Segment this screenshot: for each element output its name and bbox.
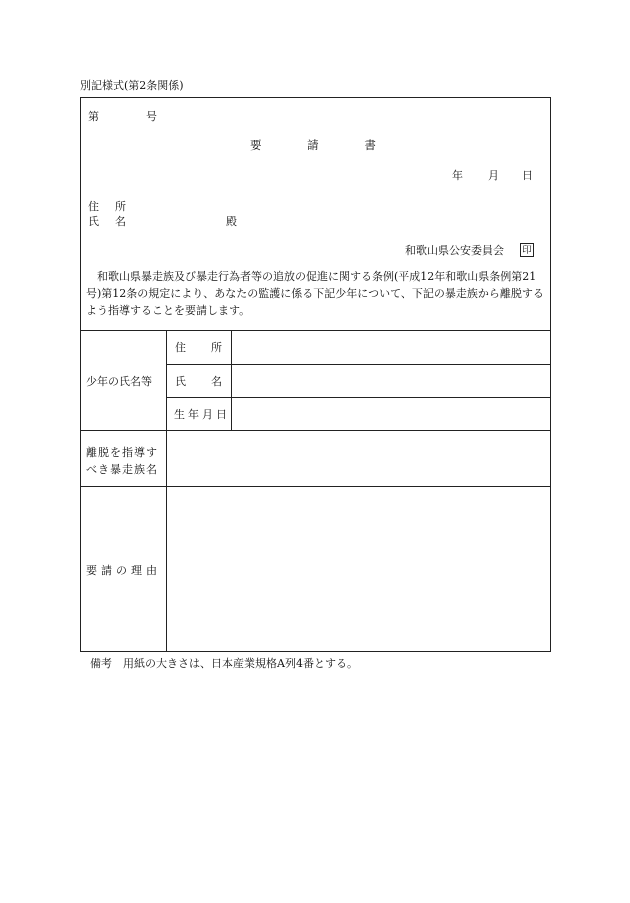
number-prefix: 第 bbox=[88, 110, 99, 123]
recipient-address-label: 住 所 bbox=[88, 200, 126, 213]
form-label: 別記様式(第2条関係) bbox=[80, 79, 184, 92]
divider-line bbox=[80, 430, 551, 431]
title-char-2: 請 bbox=[307, 138, 319, 152]
divider-line bbox=[80, 330, 551, 331]
remark-note: 備考 用紙の大きさは、日本産業規格A列4番とする。 bbox=[90, 657, 358, 670]
document-title bbox=[250, 140, 376, 152]
date-month-label: 月 bbox=[488, 169, 499, 182]
divider-line bbox=[166, 330, 167, 652]
youth-birthdate-value[interactable] bbox=[240, 404, 545, 424]
title-char-1: 要 bbox=[250, 138, 262, 152]
divider-line bbox=[166, 397, 551, 398]
honorific: 殿 bbox=[226, 215, 237, 228]
divider-line bbox=[231, 330, 232, 430]
title-char-3: 書 bbox=[364, 138, 376, 152]
number-suffix: 号 bbox=[146, 110, 157, 123]
request-reason-value[interactable] bbox=[172, 492, 546, 646]
issuer-name: 和歌山県公安委員会 bbox=[405, 244, 504, 257]
youth-name-label: 氏 名 bbox=[175, 375, 222, 388]
youth-address-value[interactable] bbox=[240, 340, 545, 360]
divider-line bbox=[231, 364, 551, 365]
request-body-text: 和歌山県暴走族及び暴走行為者等の追放の促進に関する条例(平成12年和歌山県条例第21号)第12条の規定により、あなたの監護に係る下記少年について、下記の暴走族から離脱するよう指導することを要請します。 bbox=[86, 270, 544, 317]
youth-section-label: 少年の氏名等 bbox=[86, 375, 152, 388]
date-year-label: 年 bbox=[452, 169, 463, 182]
request-reason-label: 要請の理由 bbox=[86, 564, 161, 577]
gang-name-value[interactable] bbox=[172, 436, 546, 480]
gang-name-label: 離脱を指導すべき暴走族名 bbox=[86, 446, 158, 476]
recipient-name-label: 氏 名 bbox=[88, 215, 126, 228]
youth-address-label: 住 所 bbox=[175, 341, 222, 354]
seal-mark: 印 bbox=[520, 243, 534, 257]
date-day-label: 日 bbox=[522, 169, 533, 182]
divider-line bbox=[80, 486, 551, 487]
youth-birthdate-label: 生年月日 bbox=[174, 408, 230, 421]
youth-name-value[interactable] bbox=[240, 372, 545, 392]
divider-line bbox=[166, 364, 231, 365]
